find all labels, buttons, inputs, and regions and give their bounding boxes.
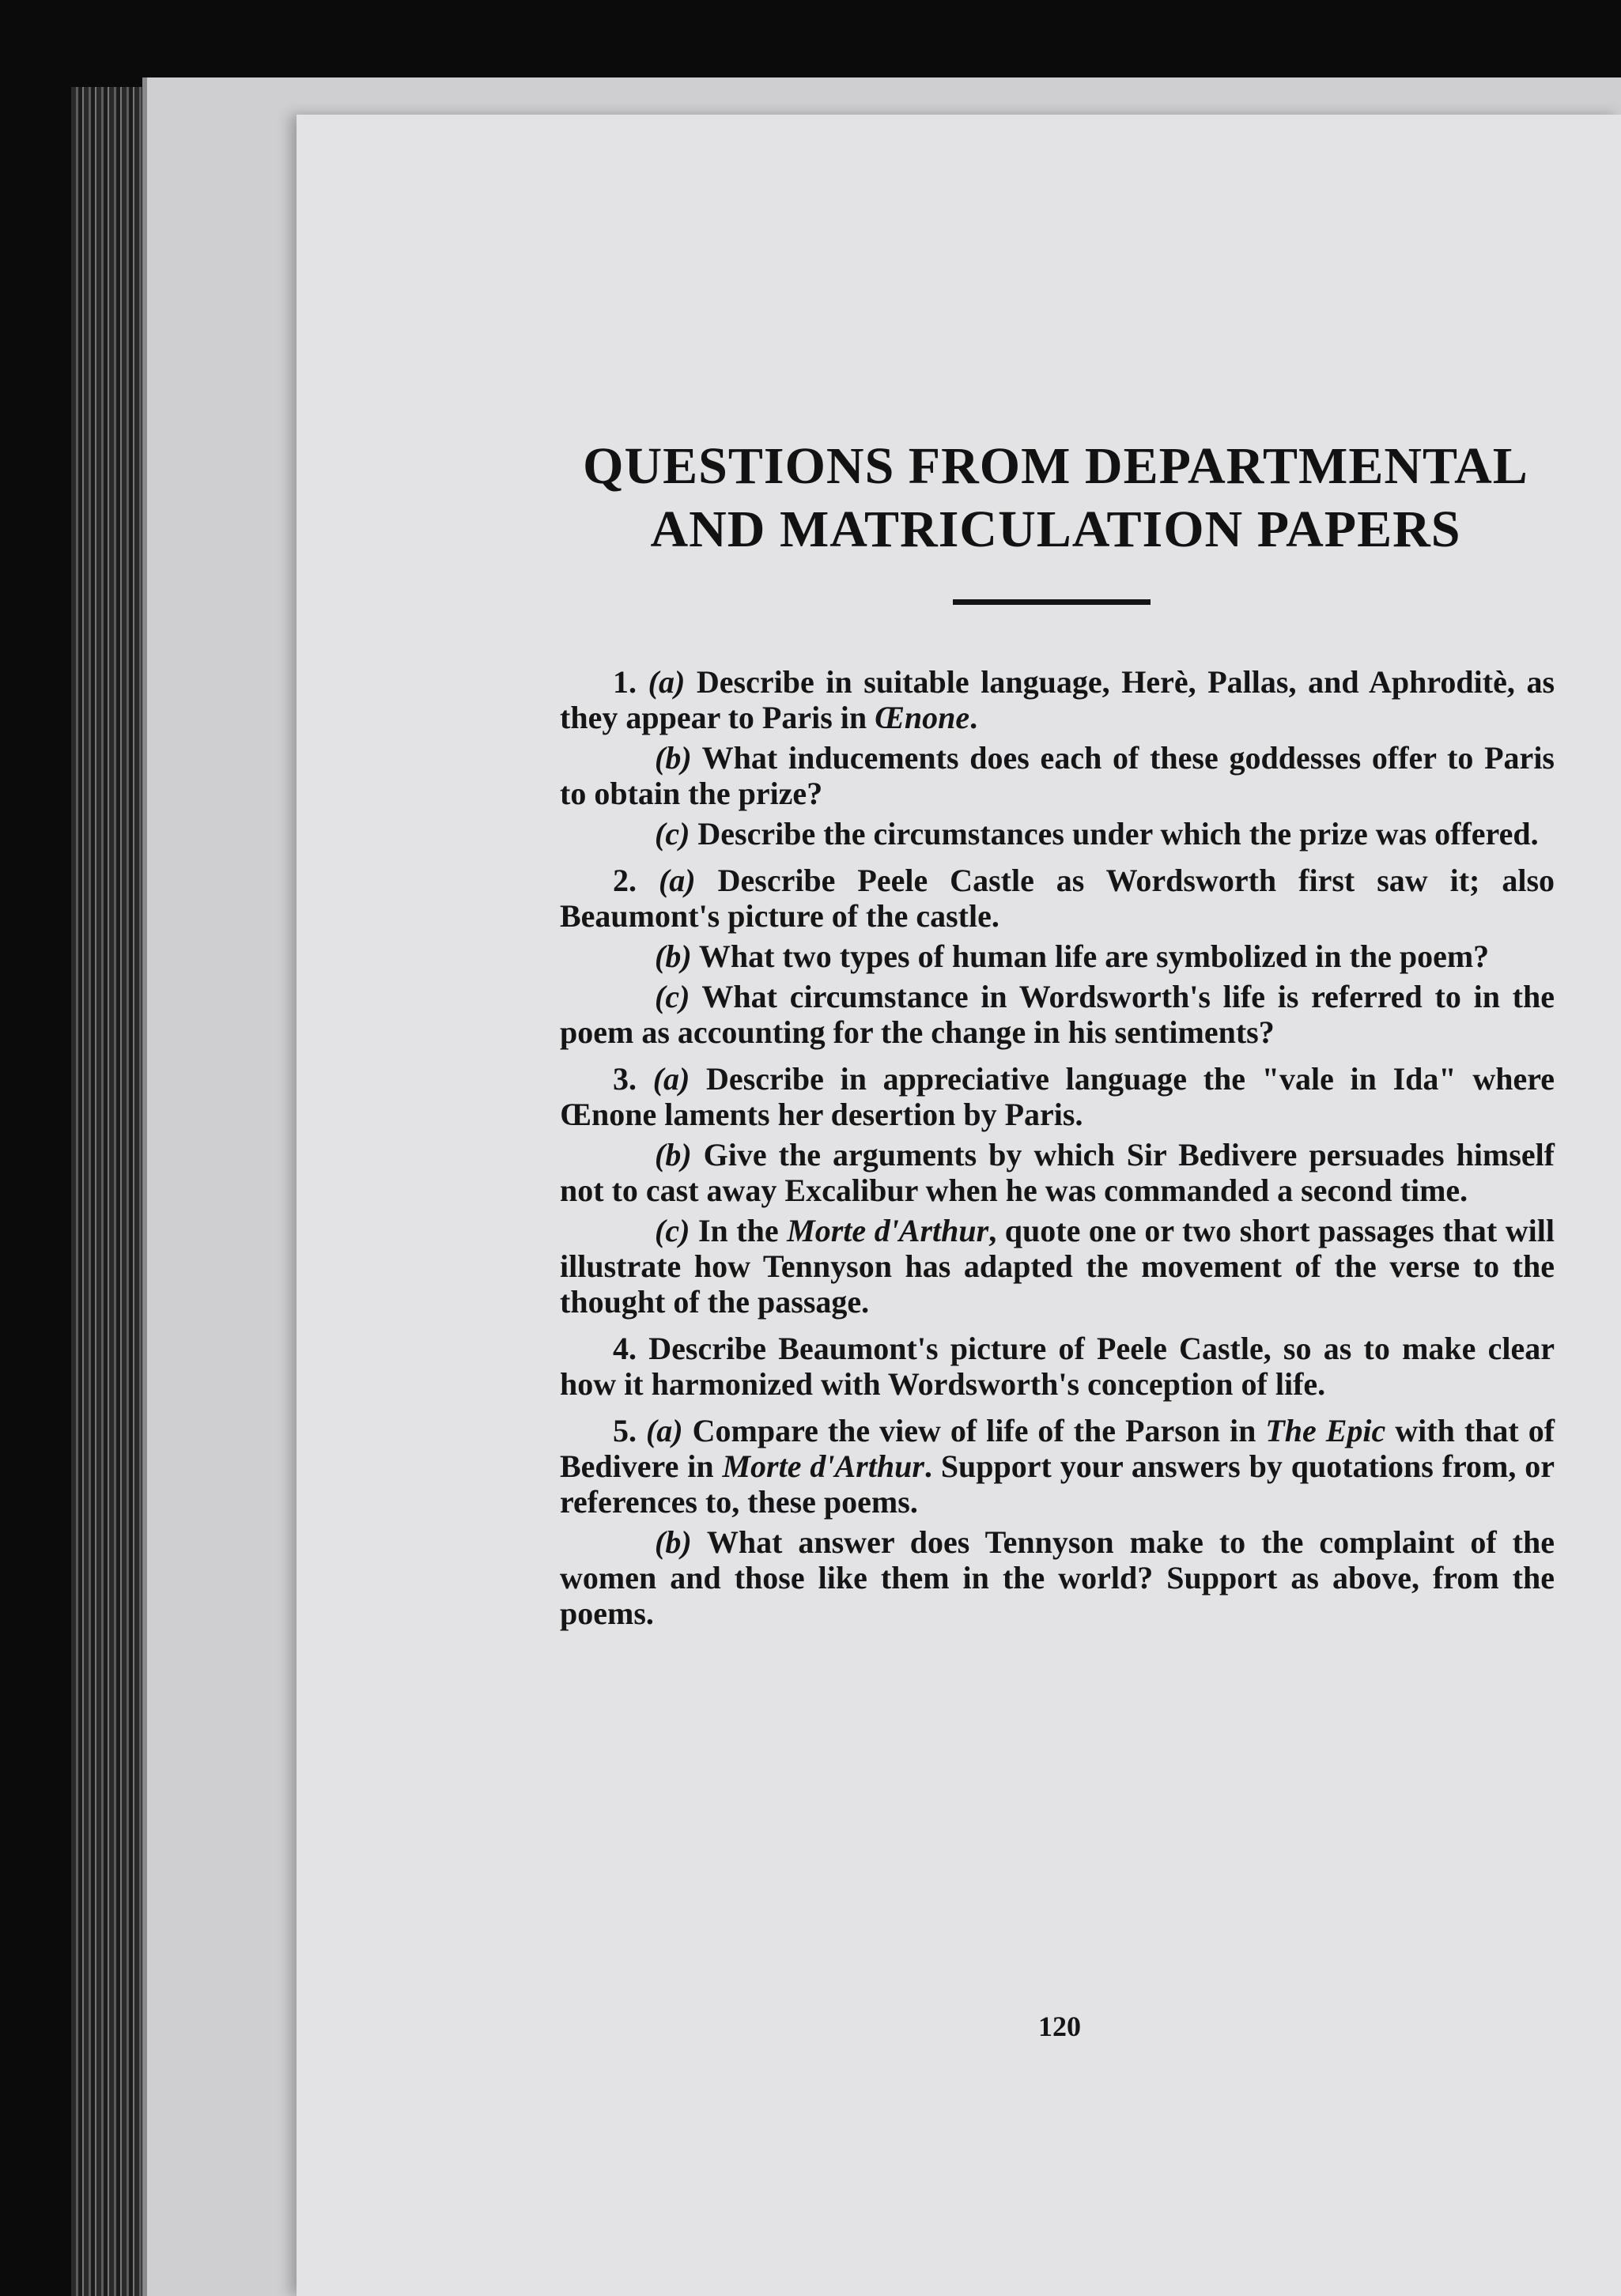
question-4: 4. Describe Beaumont's picture of Peele Castle, so as to make clear how it harmonized with Wordsworth's conception of life. [560, 1331, 1555, 1402]
page-title [554, 435, 1558, 561]
question-5b: (b) What answer does Tennyson make to the complaint of the women and those like them in the world? Support as above, from the poems. [560, 1524, 1555, 1631]
title-line-2: AND MATRICULATION PAPERS [650, 500, 1461, 558]
question-3a: 3. (a) Describe in appreciative language the "vale in Ida" where Œnone laments her desertion by Paris. [560, 1061, 1555, 1132]
question-3b: (b) Give the arguments by which Sir Bedivere persuades himself not to cast away Excalibur when he was commanded a second time. [560, 1137, 1555, 1208]
question-1a: 1. (a) Describe in suitable language, Herè, Pallas, and Aphroditè, as they appear to Paris in Œnone. [560, 664, 1555, 735]
question-3c: (c) In the Morte d'Arthur, quote one or two short passages that will illustrate how Tennyson has adapted the movement of the verse to the thought of the passage. [560, 1213, 1555, 1320]
book-page-edges [71, 87, 150, 2296]
question-1b: (b) What inducements does each of these goddesses offer to Paris to obtain the prize? [560, 740, 1555, 811]
questions-list [560, 664, 1555, 1631]
title-line-1: QUESTIONS FROM DEPARTMENTAL [583, 437, 1528, 495]
question-2b: (b) What two types of human life are symbolized in the poem? [655, 938, 1490, 974]
question-5a: 5. (a) Compare the view of life of the Parson in The Epic with that of Bedivere in Morte d'Arthur. Support your answers by quotations from, or references to, these poems. [560, 1413, 1555, 1520]
title-rule [953, 599, 1151, 605]
page-number: 120 [1038, 2011, 1081, 2042]
question-2c: (c) What circumstance in Wordsworth's life is referred to in the poem as accounting for the change in his sentiments? [560, 979, 1555, 1050]
question-2a: 2. (a) Describe Peele Castle as Wordsworth first saw it; also Beaumont's picture of the castle. [560, 863, 1555, 934]
question-1c: (c) Describe the circumstances under which the prize was offered. [655, 816, 1539, 852]
